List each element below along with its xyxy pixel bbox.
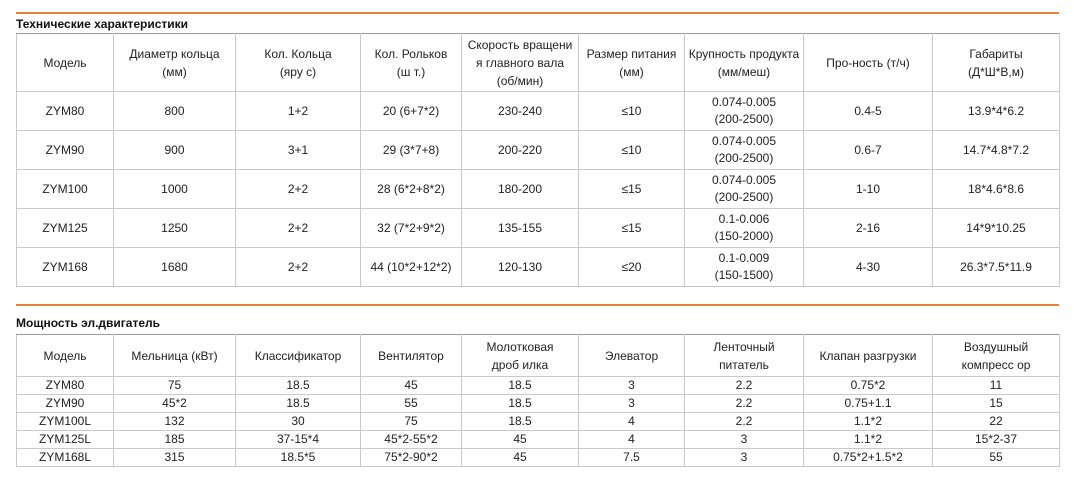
cell-fan: 45*2-55*2 <box>361 431 462 449</box>
cell-air-compressor: 15 <box>933 395 1060 413</box>
tech-header-ring-count: Кол. Кольца (яру с) <box>236 34 361 92</box>
cell-product-fineness: 0.074-0.005 (200-2500) <box>685 92 804 131</box>
cell-feed-size: ≤10 <box>579 92 685 131</box>
motor-header-air-compressor: Воздушный компресс ор <box>933 335 1060 377</box>
tech-table <box>16 33 1060 287</box>
cell-mill: 185 <box>114 431 236 449</box>
cell-model: ZYM80 <box>17 92 114 131</box>
cell-model: ZYM80 <box>17 377 114 395</box>
tech-header-ring-diameter: Диаметр кольца (мм) <box>114 34 236 92</box>
cell-shaft-speed: 120-130 <box>462 248 579 287</box>
cell-capacity: 4-30 <box>804 248 933 287</box>
motor-header-fan: Вентилятор <box>361 335 462 377</box>
cell-model: ZYM90 <box>17 131 114 170</box>
cell-hammer-crusher: 45 <box>462 449 579 467</box>
cell-model: ZYM168 <box>17 248 114 287</box>
cell-model: ZYM100L <box>17 413 114 431</box>
cell-elevator: 4 <box>579 431 685 449</box>
table-row <box>17 377 1060 395</box>
cell-model: ZYM125 <box>17 209 114 248</box>
table-row <box>17 431 1060 449</box>
cell-capacity: 0.6-7 <box>804 131 933 170</box>
cell-fan: 55 <box>361 395 462 413</box>
motor-header-row <box>17 335 1060 377</box>
cell-product-fineness: 0.1-0.009 (150-1500) <box>685 248 804 287</box>
tech-title: Технические характеристики <box>16 17 189 31</box>
cell-product-fineness: 0.074-0.005 (200-2500) <box>685 131 804 170</box>
cell-ring-diameter: 1680 <box>114 248 236 287</box>
cell-capacity: 1-10 <box>804 170 933 209</box>
cell-shaft-speed: 230-240 <box>462 92 579 131</box>
tech-header-roller-count: Кол. Рольков (ш т.) <box>361 34 462 92</box>
cell-ring-count: 3+1 <box>236 131 361 170</box>
cell-belt-feeder: 2.2 <box>685 395 804 413</box>
cell-fan: 75 <box>361 413 462 431</box>
cell-discharge-valve: 0.75*2 <box>804 377 933 395</box>
cell-feed-size: ≤15 <box>579 209 685 248</box>
cell-belt-feeder: 2.2 <box>685 377 804 395</box>
tech-header-capacity: Про-ность (т/ч) <box>804 34 933 92</box>
cell-feed-size: ≤15 <box>579 170 685 209</box>
motor-header-discharge-valve: Клапан разгрузки <box>804 335 933 377</box>
cell-air-compressor: 55 <box>933 449 1060 467</box>
cell-discharge-valve: 1.1*2 <box>804 431 933 449</box>
cell-hammer-crusher: 45 <box>462 431 579 449</box>
cell-mill: 132 <box>114 413 236 431</box>
motor-title: Мощность эл.двигатель <box>16 316 161 330</box>
tech-header-feed-size: Размер питания (мм) <box>579 34 685 92</box>
motor-header-elevator: Элеватор <box>579 335 685 377</box>
cell-belt-feeder: 3 <box>685 449 804 467</box>
tech-header-shaft-speed: Скорость вращени я главного вала (об/мин) <box>462 34 579 92</box>
cell-roller-count: 29 (3*7+8) <box>361 131 462 170</box>
cell-shaft-speed: 180-200 <box>462 170 579 209</box>
cell-air-compressor: 22 <box>933 413 1060 431</box>
table-row <box>17 131 1060 170</box>
cell-ring-diameter: 800 <box>114 92 236 131</box>
cell-model: ZYM100 <box>17 170 114 209</box>
cell-elevator: 4 <box>579 413 685 431</box>
cell-air-compressor: 15*2-37 <box>933 431 1060 449</box>
tech-header-dimensions: Габариты (Д*Ш*В,м) <box>933 34 1060 92</box>
cell-belt-feeder: 3 <box>685 431 804 449</box>
cell-discharge-valve: 0.75*2+1.5*2 <box>804 449 933 467</box>
cell-ring-count: 1+2 <box>236 92 361 131</box>
cell-model: ZYM168L <box>17 449 114 467</box>
cell-hammer-crusher: 18.5 <box>462 395 579 413</box>
cell-dimensions: 13.9*4*6.2 <box>933 92 1060 131</box>
cell-model: ZYM90 <box>17 395 114 413</box>
cell-ring-diameter: 1000 <box>114 170 236 209</box>
cell-fan: 45 <box>361 377 462 395</box>
cell-mill: 75 <box>114 377 236 395</box>
cell-elevator: 3 <box>579 395 685 413</box>
cell-ring-count: 2+2 <box>236 209 361 248</box>
motor-table <box>16 334 1060 467</box>
cell-classifier: 18.5*5 <box>236 449 361 467</box>
cell-fan: 75*2-90*2 <box>361 449 462 467</box>
table-row <box>17 413 1060 431</box>
cell-ring-count: 2+2 <box>236 170 361 209</box>
cell-ring-diameter: 900 <box>114 131 236 170</box>
cell-shaft-speed: 200-220 <box>462 131 579 170</box>
cell-mill: 45*2 <box>114 395 236 413</box>
motor-header-hammer-crusher: Молотковая дроб илка <box>462 335 579 377</box>
cell-model: ZYM125L <box>17 431 114 449</box>
cell-ring-count: 2+2 <box>236 248 361 287</box>
tech-header-row <box>17 34 1060 92</box>
cell-dimensions: 18*4.6*8.6 <box>933 170 1060 209</box>
cell-roller-count: 20 (6+7*2) <box>361 92 462 131</box>
cell-feed-size: ≤20 <box>579 248 685 287</box>
table-row <box>17 92 1060 131</box>
table-row <box>17 170 1060 209</box>
cell-capacity: 2-16 <box>804 209 933 248</box>
cell-discharge-valve: 0.75+1.1 <box>804 395 933 413</box>
motor-header-classifier: Классификатор <box>236 335 361 377</box>
motor-header-model: Модель <box>17 335 114 377</box>
tech-header-product-fineness: Крупность продукта (мм/меш) <box>685 34 804 92</box>
cell-mill: 315 <box>114 449 236 467</box>
motor-header-mill: Мельница (кВт) <box>114 335 236 377</box>
cell-capacity: 0.4-5 <box>804 92 933 131</box>
table-row <box>17 449 1060 467</box>
cell-dimensions: 14.7*4.8*7.2 <box>933 131 1060 170</box>
cell-elevator: 7.5 <box>579 449 685 467</box>
table-row <box>17 248 1060 287</box>
cell-dimensions: 26.3*7.5*11.9 <box>933 248 1060 287</box>
table-row <box>17 395 1060 413</box>
cell-feed-size: ≤10 <box>579 131 685 170</box>
motor-header-belt-feeder: Ленточный питатель <box>685 335 804 377</box>
cell-hammer-crusher: 18.5 <box>462 377 579 395</box>
cell-air-compressor: 11 <box>933 377 1060 395</box>
cell-product-fineness: 0.1-0.006 (150-2000) <box>685 209 804 248</box>
cell-classifier: 37-15*4 <box>236 431 361 449</box>
cell-classifier: 18.5 <box>236 377 361 395</box>
cell-roller-count: 28 (6*2+8*2) <box>361 170 462 209</box>
cell-hammer-crusher: 18.5 <box>462 413 579 431</box>
cell-roller-count: 44 (10*2+12*2) <box>361 248 462 287</box>
cell-product-fineness: 0.074-0.005 (200-2500) <box>685 170 804 209</box>
cell-classifier: 30 <box>236 413 361 431</box>
cell-roller-count: 32 (7*2+9*2) <box>361 209 462 248</box>
motor-top-rule <box>16 304 1059 306</box>
cell-dimensions: 14*9*10.25 <box>933 209 1060 248</box>
cell-classifier: 18.5 <box>236 395 361 413</box>
cell-discharge-valve: 1.1*2 <box>804 413 933 431</box>
tech-header-model: Модель <box>17 34 114 92</box>
cell-shaft-speed: 135-155 <box>462 209 579 248</box>
table-row <box>17 209 1060 248</box>
cell-belt-feeder: 2.2 <box>685 413 804 431</box>
cell-ring-diameter: 1250 <box>114 209 236 248</box>
cell-elevator: 3 <box>579 377 685 395</box>
tech-top-rule <box>16 12 1059 14</box>
